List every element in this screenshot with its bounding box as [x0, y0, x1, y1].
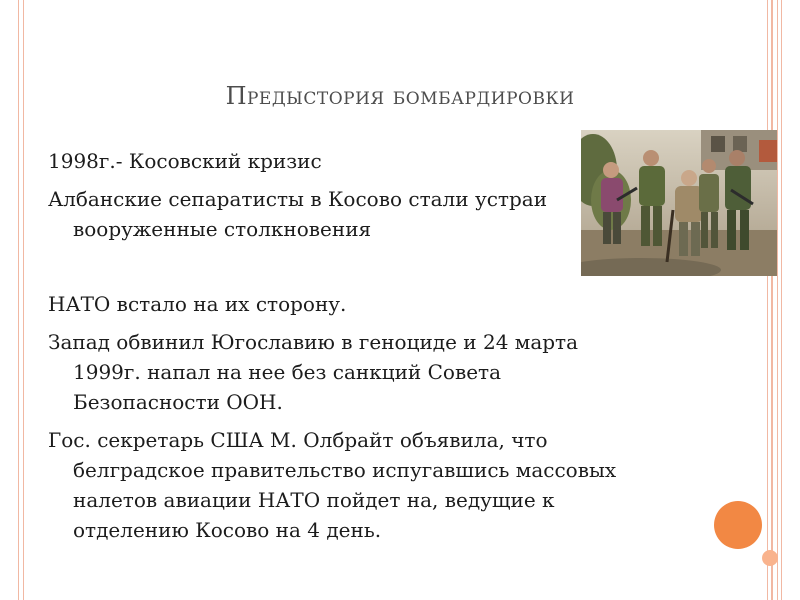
- bullet-west-accused: [48, 327, 768, 417]
- bullet-line: 1998г.- Косовский кризис: [48, 149, 322, 173]
- bullet-line: налетов авиации НАТО пойдет на, ведущие к: [73, 488, 555, 512]
- slide-title: Предыстория бомбардировки: [225, 82, 575, 110]
- bullet-line: отделению Косово на 4 день.: [73, 518, 382, 542]
- bullet-line: вооруженные столкновения: [73, 217, 372, 241]
- bullet-line: Гос. секретарь США М. Олбрайт объявила, что: [48, 428, 548, 452]
- bullet-line: Албанские сепаратисты в Косово стали устраи: [48, 187, 548, 211]
- bullet-line: белградское правительство испугавшись массовых: [73, 458, 617, 482]
- bullet-nato-side: [48, 289, 768, 319]
- bullet-albanian-separatists: [48, 184, 768, 244]
- bullet-line: Запад обвинил Югославию в геноциде и 24 марта: [48, 330, 579, 354]
- bullet-line: 1999г. напал на нее без санкций Совета: [73, 360, 502, 384]
- decorative-circle-small: [762, 550, 778, 566]
- bullet-line: НАТО встало на их сторону.: [48, 292, 347, 316]
- bullet-albright: [48, 425, 768, 545]
- bullet-line: Безопасности ООН.: [73, 390, 283, 414]
- bullet-list: [48, 146, 768, 545]
- bullet-kosovo-crisis: [48, 146, 768, 176]
